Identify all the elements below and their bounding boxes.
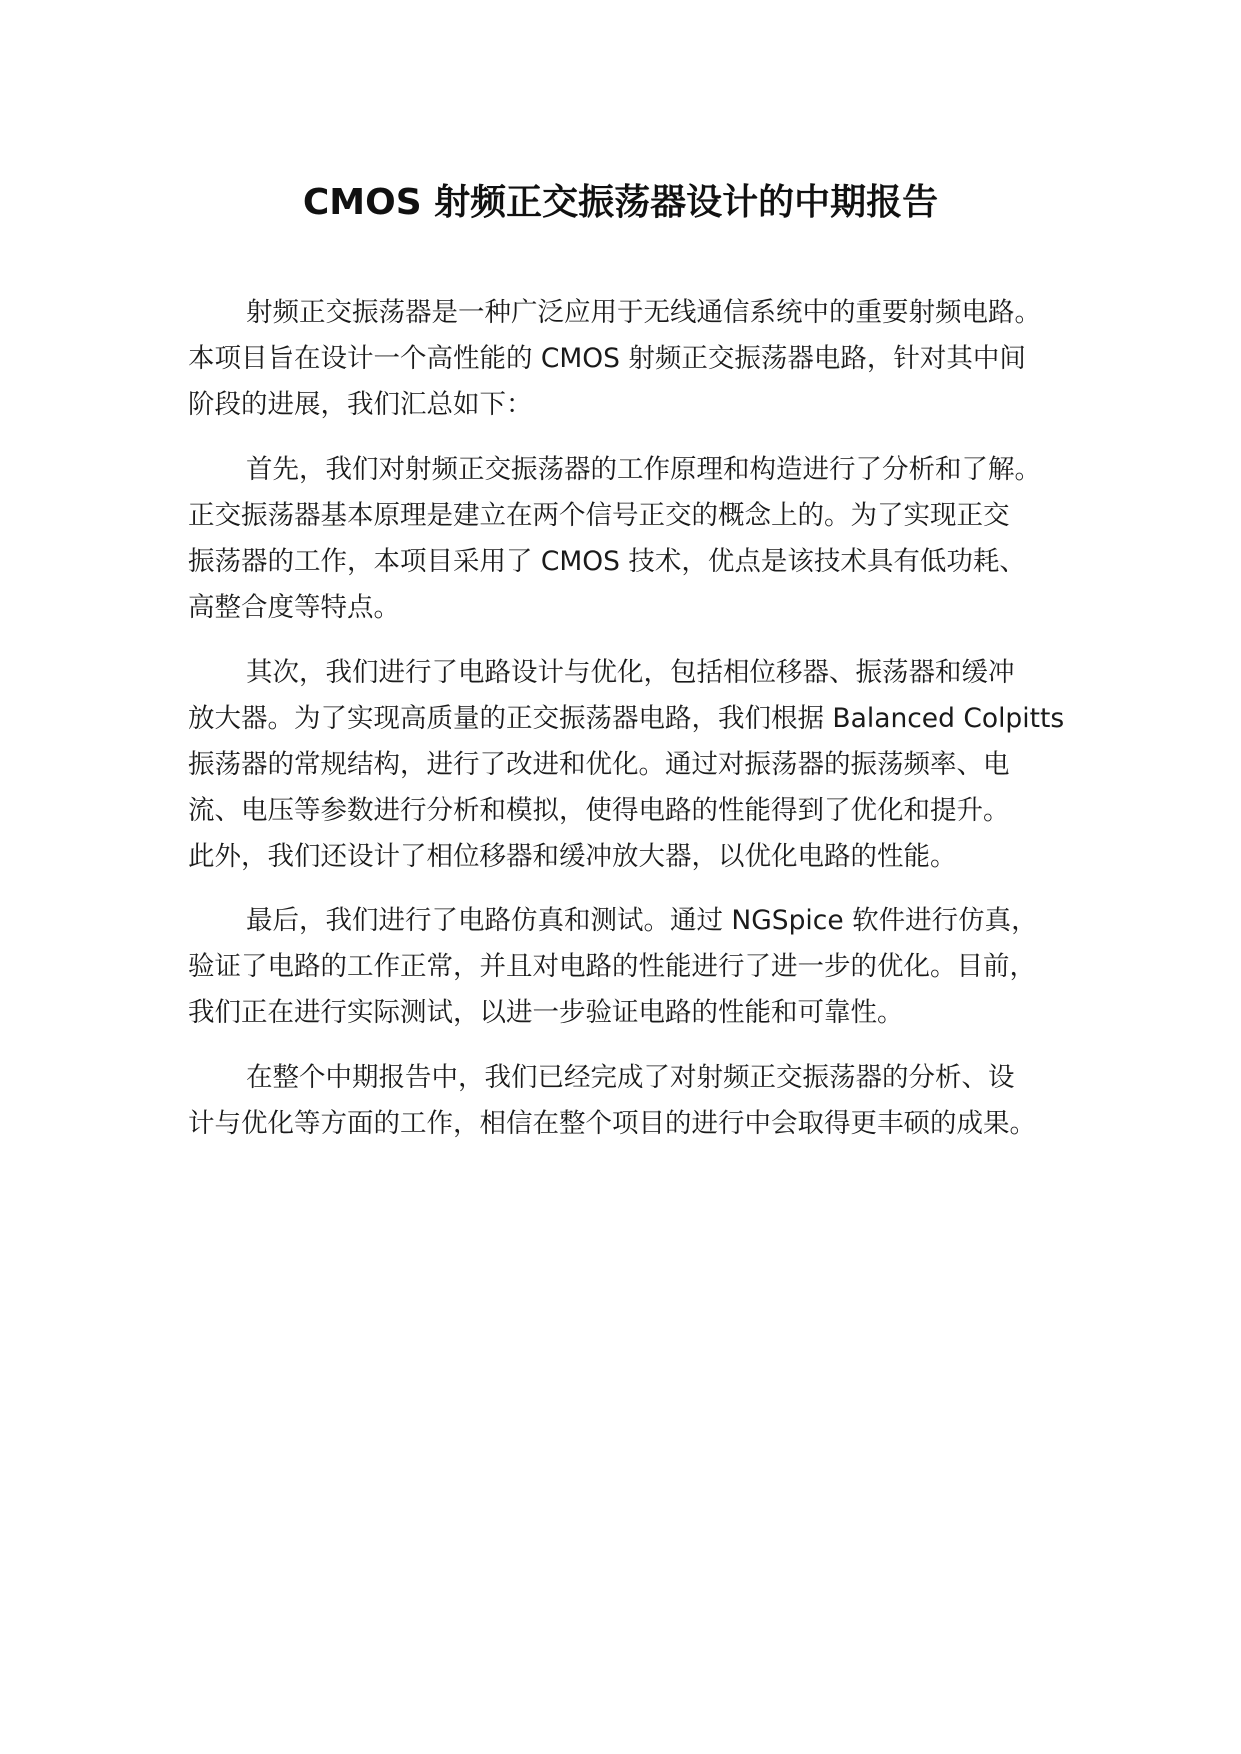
- paragraph-line: 验证了电路的工作正常，并且对电路的性能进行了进一步的优化。目前，: [188, 951, 1036, 982]
- paragraph-intro: [188, 290, 1088, 428]
- paragraph-simulation: [188, 898, 1088, 1036]
- paragraph-line: 本项目旨在设计一个高性能的 CMOS 射频正交振荡器电路，针对其中间: [188, 343, 1026, 374]
- paragraph-line: 首先，我们对射频正交振荡器的工作原理和构造进行了分析和了解。: [246, 454, 1041, 485]
- paragraph-principle: [188, 447, 1088, 631]
- paragraph-line: 最后，我们进行了电路仿真和测试。通过 NGSpice 软件进行仿真，: [246, 905, 1038, 936]
- paragraph-line: 放大器。为了实现高质量的正交振荡器电路，我们根据 Balanced Colpitts: [188, 703, 1065, 734]
- paragraph-line: 振荡器的常规结构，进行了改进和优化。通过对振荡器的振荡频率、电: [188, 749, 1010, 780]
- paragraph-line: 在整个中期报告中，我们已经完成了对射频正交振荡器的分析、设: [246, 1062, 1015, 1093]
- paragraph-conclusion: [188, 1055, 1088, 1147]
- paragraph-line: 阶段的进展，我们汇总如下：: [188, 389, 533, 420]
- paragraph-line: 正交振荡器基本原理是建立在两个信号正交的概念上的。为了实现正交: [188, 500, 1010, 531]
- paragraph-line: 其次，我们进行了电路设计与优化，包括相位移器、振荡器和缓冲: [246, 657, 1015, 688]
- document-title: CMOS 射频正交振荡器设计的中期报告: [302, 182, 939, 223]
- paragraph-line: 射频正交振荡器是一种广泛应用于无线通信系统中的重要射频电路。: [246, 297, 1041, 328]
- paragraph-line: 计与优化等方面的工作，相信在整个项目的进行中会取得更丰硕的成果。: [188, 1108, 1036, 1139]
- paragraph-line: 振荡器的工作，本项目采用了 CMOS 技术，优点是该技术具有低功耗、: [188, 546, 1026, 577]
- paragraph-line: 流、电压等参数进行分析和模拟，使得电路的性能得到了优化和提升。: [188, 795, 1010, 826]
- paragraph-line: 高整合度等特点。: [188, 592, 400, 623]
- paragraph-line: 此外，我们还设计了相位移器和缓冲放大器，以优化电路的性能。: [188, 841, 957, 872]
- paragraph-design: [188, 650, 1088, 880]
- paragraph-line: 我们正在进行实际测试，以进一步验证电路的性能和可靠性。: [188, 997, 904, 1028]
